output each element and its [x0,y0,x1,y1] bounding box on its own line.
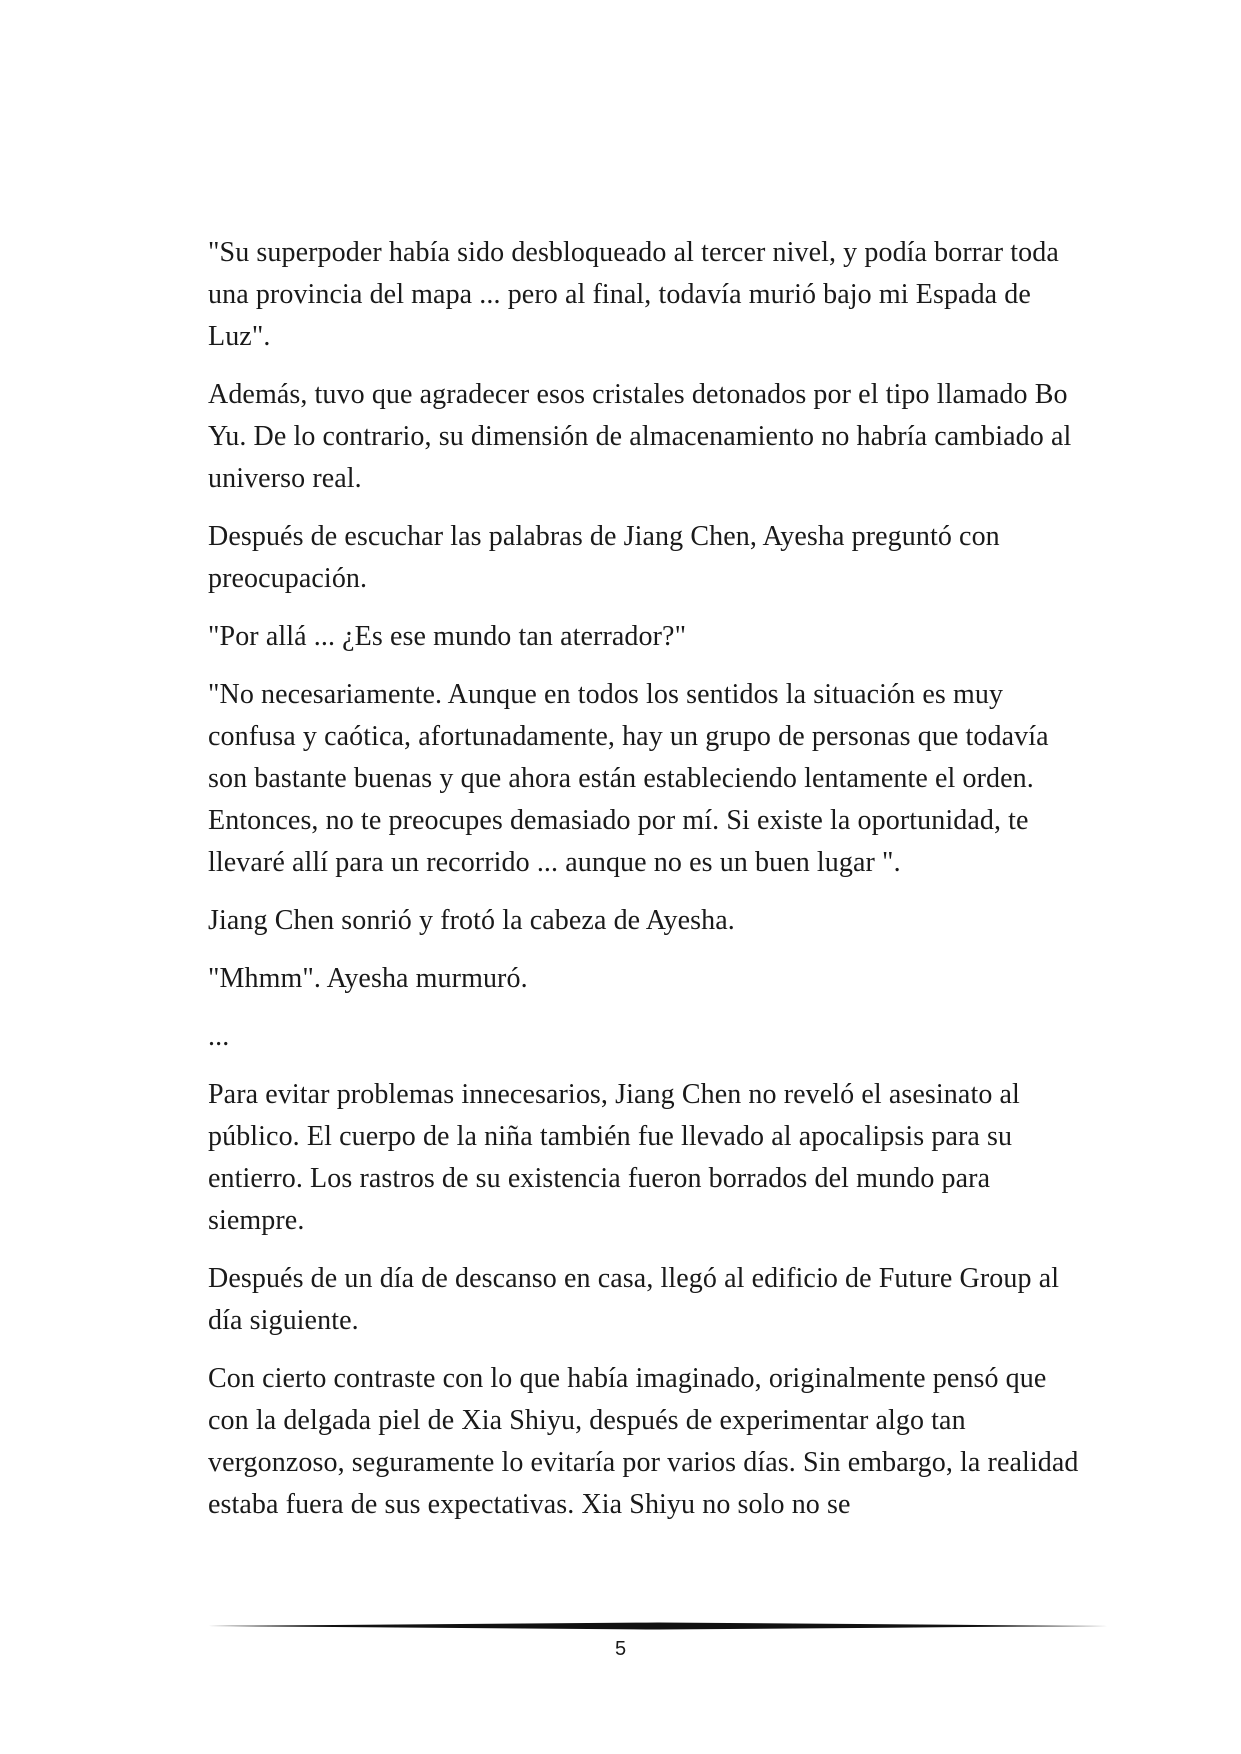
paragraph: Jiang Chen sonrió y frotó la cabeza de Ayesha. [208,905,735,936]
paragraph: Después de un día de descanso en casa, llegó al edificio de Future Group al día siguiente. [208,1263,1060,1336]
paragraph: "Mhmm". Ayesha murmuró. [208,963,528,994]
paragraph: Además, tuvo que agradecer esos cristales detonados por el tipo llamado Bo Yu. De lo contrario, su dimensión de almacenamiento no habría cambiado al universo real. [208,379,1072,494]
scene-break: ... [208,1021,230,1052]
footer-divider-stroke [208,1623,1108,1630]
paragraph: "No necesariamente. Aunque en todos los sentidos la situación es muy confusa y caótica, afortunadamente, hay un grupo de personas que todavía son bastante buenas y que ahora están estableciendo lentamente el orden. Entonces, no te preocupes demasiado por mí. Si existe la oportunidad, te llevaré allí para un recorrido ... aunque no es un buen lugar ". [208,679,1049,878]
page-number: 5 [614,1638,627,1660]
page-body [208,232,1088,1542]
paragraph: Con cierto contraste con lo que había imaginado, originalmente pensó que con la delgada piel de Xia Shiyu, después de experimentar algo tan vergonzoso, seguramente lo evitaría por varios días. Sin embargo, la realidad estaba fuera de sus expectativas. Xia Shiyu no solo no se [208,1363,1079,1520]
paragraph: Después de escuchar las palabras de Jiang Chen, Ayesha preguntó con preocupación. [208,521,1000,594]
paragraph: "Su superpoder había sido desbloqueado al tercer nivel, y podía borrar toda una provincia del mapa ... pero al final, todavía murió bajo mi Espada de Luz". [208,237,1059,352]
paragraph: "Por allá ... ¿Es ese mundo tan aterrador?" [208,621,687,652]
footer-divider [208,1620,1108,1632]
paragraph: Para evitar problemas innecesarios, Jiang Chen no reveló el asesinato al público. El cuerpo de la niña también fue llevado al apocalipsis para su entierro. Los rastros de su existencia fueron borrados del mundo para siempre. [208,1079,1020,1236]
